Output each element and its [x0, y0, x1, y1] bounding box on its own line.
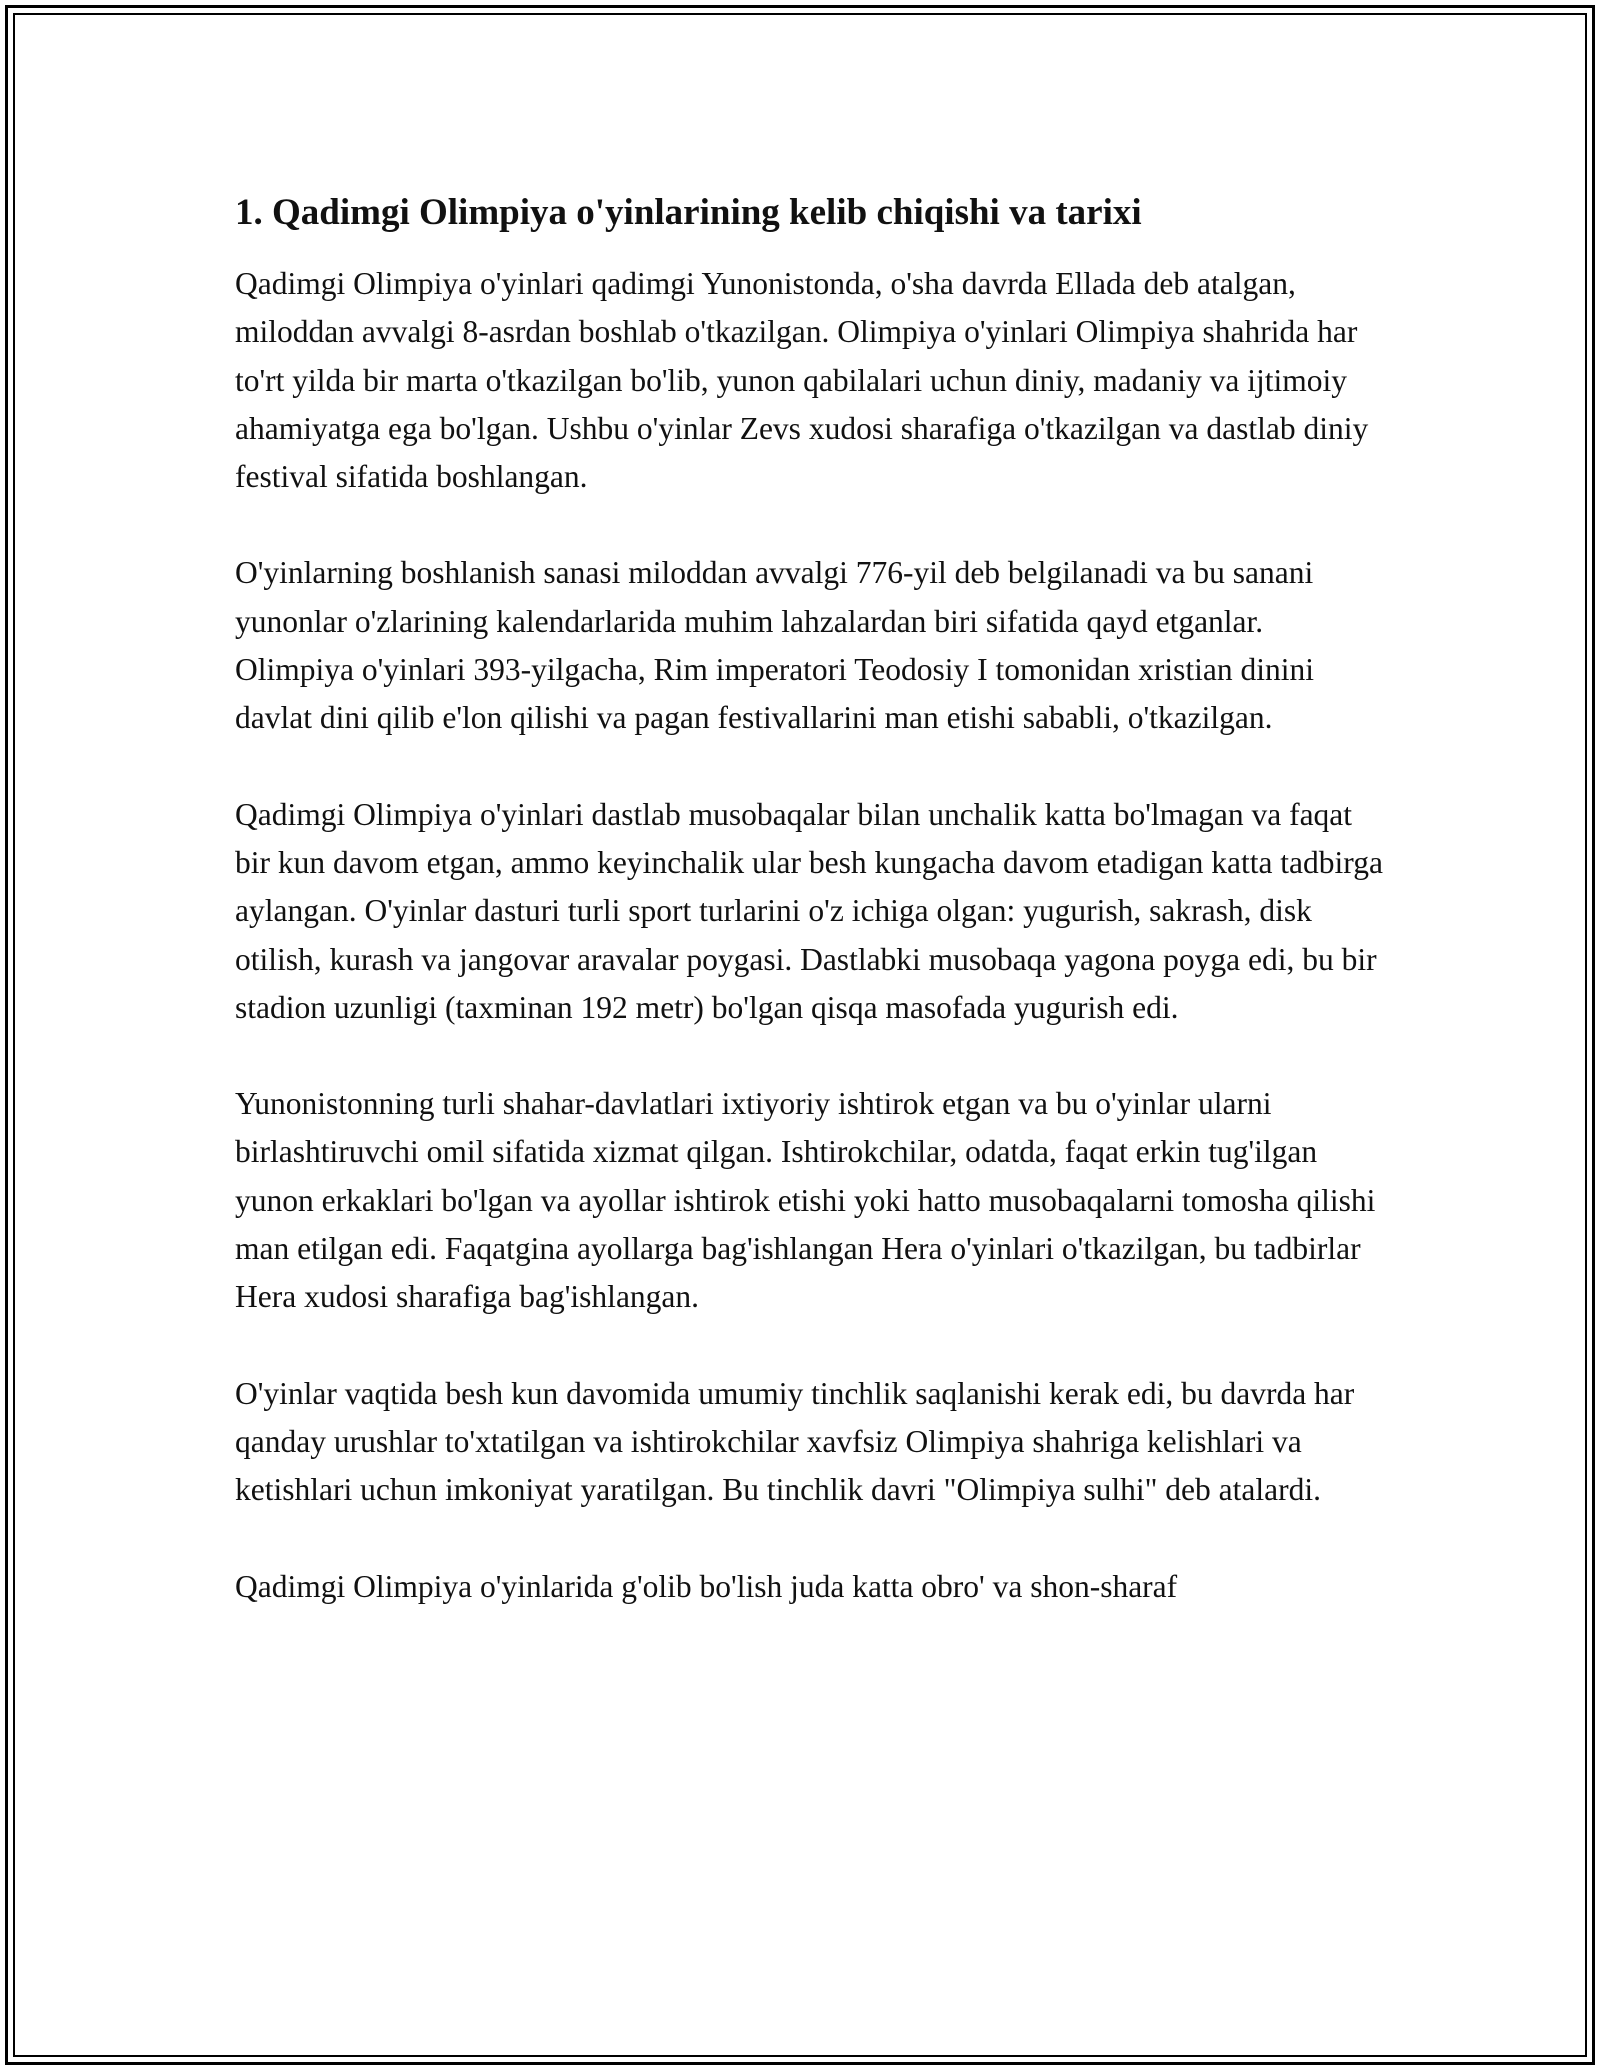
- paragraph-1: Qadimgi Olimpiya o'yinlari qadimgi Yunonistonda, o'sha davrda Ellada deb atalgan, miloddan avvalgi 8-asrdan boshlab o'tkazilgan. Olimpiya o'yinlari Olimpiya shahrida har to'rt yilda bir marta o'tkazilgan bo'lib, yunon qabilalari uchun diniy, madaniy va ijtimoiy ahamiyatga ega bo'lgan. Ushbu o'yinlar Zevs xudosi sharafiga o'tkazilgan va dastlab diniy festival sifatida boshlangan.: [235, 266, 1369, 495]
- document-body: [235, 188, 1385, 1659]
- paragraph-4: Yunonistonning turli shahar-davlatlari ixtiyoriy ishtirok etgan va bu o'yinlar ularni birlashtiruvchi omil sifatida xizmat qilgan. Ishtirokchilar, odatda, faqat erkin tug'ilgan yunon erkaklari bo'lgan va ayollar ishtirok etishi yoki hatto musobaqalarni tomosha qilishi man etilgan edi. Faqatgina ayollarga bag'ishlangan Hera o'yinlari o'tkazilgan, bu tadbirlar Hera xudosi sharafiga bag'ishlangan.: [235, 1086, 1376, 1315]
- paragraph-5: O'yinlar vaqtida besh kun davomida umumiy tinchlik saqlanishi kerak edi, bu davrda har qanday urushlar to'xtatilgan va ishtirokchilar xavfsiz Olimpiya shahriga kelishlari va ketishlari uchun imkoniyat yaratilgan. Bu tinchlik davri "Olimpiya sulhi" deb atalardi.: [235, 1375, 1355, 1508]
- paragraph-2: O'yinlarning boshlanish sanasi miloddan avvalgi 776-yil deb belgilanadi va bu sanani yunonlar o'zlarining kalendarlarida muhim lahzalardan biri sifatida qayd etganlar. Olimpiya o'yinlari 393-yilgacha, Rim imperatori Teodosiy I tomonidan xristian dinini davlat dini qilib e'lon qilishi va pagan festivallarini man etishi sababli, o'tkazilgan.: [235, 555, 1314, 736]
- paragraph-3: Qadimgi Olimpiya o'yinlari dastlab musobaqalar bilan unchalik katta bo'lmagan va faqat bir kun davom etgan, ammo keyinchalik ular besh kungacha davom etadigan katta tadbirga aylangan. O'yinlar dasturi turli sport turlarini o'z ichiga olgan: yugurish, sakrash, disk otilish, kurash va jangovar aravalar poygasi. Dastlabki musobaqa yagona poyga edi, bu bir stadion uzunligi (taxminan 192 metr) bo'lgan qisqa masofada yugurish edi.: [235, 796, 1383, 1025]
- section-title: 1. Qadimgi Olimpiya o'yinlarining kelib chiqishi va tarixi: [235, 192, 1142, 233]
- paragraph-6: Qadimgi Olimpiya o'yinlarida g'olib bo'lish juda katta obro' va shon-sharaf: [235, 1568, 1178, 1604]
